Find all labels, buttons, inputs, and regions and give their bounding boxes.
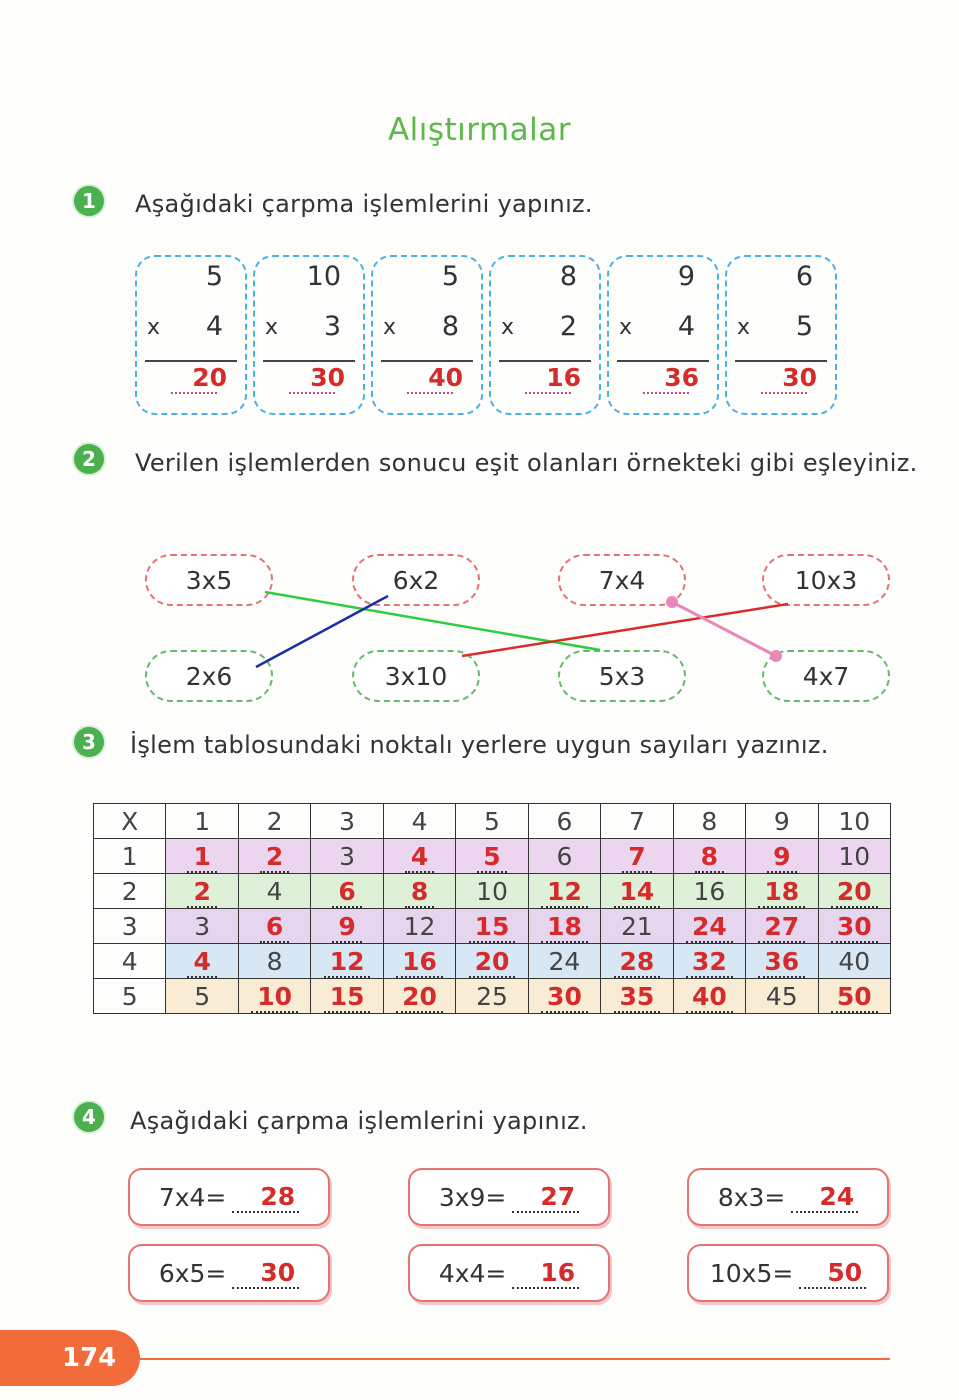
- answer[interactable]: 27: [512, 1182, 579, 1213]
- answer-value: 14: [614, 877, 661, 908]
- answer-cell[interactable]: [673, 944, 745, 979]
- pill-bottom-4[interactable]: 4x7: [762, 650, 890, 702]
- given-cell: 25: [456, 979, 528, 1014]
- table-corner: X: [94, 804, 166, 839]
- question-1-badge: 1: [74, 186, 104, 216]
- equation-box-3: [687, 1168, 889, 1226]
- question-2-text: Verilen işlemlerden sonucu eşit olanları örnekteki gibi eşleyiniz.: [135, 449, 918, 477]
- answer-value: 27: [758, 912, 805, 943]
- pill-bottom-2[interactable]: 3x10: [352, 650, 480, 702]
- answer-value: 1: [187, 842, 216, 873]
- answer-value: 6: [260, 912, 289, 943]
- given-cell: 10: [818, 839, 890, 874]
- answer-cell[interactable]: [528, 909, 600, 944]
- answer-value: 12: [324, 947, 371, 978]
- answer-value: 30: [831, 912, 878, 943]
- expression: 3x9=: [438, 1182, 507, 1212]
- pill-top-3[interactable]: 7x4: [558, 554, 686, 606]
- bottom-number: 4: [677, 311, 695, 342]
- expression: 6x5=: [158, 1258, 227, 1288]
- bottom-number: 2: [559, 311, 577, 342]
- answer-cell[interactable]: [746, 909, 818, 944]
- answer-value: 8: [405, 877, 434, 908]
- multiply-sign: x: [619, 315, 633, 340]
- answer-value: 18: [758, 877, 805, 908]
- multiply-sign: x: [383, 315, 397, 340]
- answer-cell[interactable]: [166, 874, 238, 909]
- pill-top-1[interactable]: 3x5: [145, 554, 273, 606]
- given-cell: 6: [528, 839, 600, 874]
- pill-bottom-1[interactable]: 2x6: [145, 650, 273, 702]
- pink-dot-bottom: [770, 650, 782, 662]
- header-cell: 10: [818, 804, 890, 839]
- answer-value: 5: [477, 842, 506, 873]
- bottom-number: 4: [205, 311, 223, 342]
- answer-value: 32: [686, 947, 733, 978]
- table-row: [94, 839, 891, 874]
- answer-cell[interactable]: [456, 944, 528, 979]
- answer-cell[interactable]: [383, 944, 455, 979]
- given-cell: 10: [456, 874, 528, 909]
- answer-value: 15: [324, 982, 371, 1013]
- given-cell: 4: [238, 874, 310, 909]
- given-cell: 3: [166, 909, 238, 944]
- page-title: Alıştırmalar: [387, 112, 572, 148]
- answer-cell[interactable]: [746, 874, 818, 909]
- top-number: 10: [306, 261, 341, 292]
- answer-value: 4: [405, 842, 434, 873]
- answer[interactable]: 16: [546, 363, 581, 392]
- answer-cell[interactable]: [818, 909, 890, 944]
- answer[interactable]: 20: [192, 363, 227, 392]
- match-line-10x3-3x10: [462, 604, 788, 656]
- bottom-number: 3: [323, 311, 341, 342]
- pill-top-4[interactable]: 10x3: [762, 554, 890, 606]
- given-cell: 16: [673, 874, 745, 909]
- top-number: 5: [441, 261, 459, 292]
- answer-cell[interactable]: [673, 839, 745, 874]
- answer-value: 15: [469, 912, 516, 943]
- answer-cell[interactable]: [456, 839, 528, 874]
- answer-value: 18: [541, 912, 588, 943]
- answer-cell[interactable]: [166, 944, 238, 979]
- answer-value: 24: [686, 912, 733, 943]
- expression: 8x3=: [717, 1182, 786, 1212]
- answer-value: 20: [396, 982, 443, 1013]
- answer-cell[interactable]: [456, 909, 528, 944]
- answer-cell[interactable]: [673, 979, 745, 1014]
- answer-cell[interactable]: [238, 909, 310, 944]
- row-label: 3: [94, 909, 166, 944]
- answer-cell[interactable]: [746, 839, 818, 874]
- answer-value: 9: [767, 842, 796, 873]
- top-number: 9: [677, 261, 695, 292]
- match-line-6x2-2x6: [256, 596, 388, 667]
- answer-cell[interactable]: [818, 874, 890, 909]
- answer-value: 40: [686, 982, 733, 1013]
- multiply-sign: x: [147, 315, 161, 340]
- answer-cell[interactable]: [746, 944, 818, 979]
- answer-cell[interactable]: [311, 944, 383, 979]
- answer-value: 28: [614, 947, 661, 978]
- multiply-sign: x: [265, 315, 279, 340]
- answer[interactable]: 50: [799, 1258, 866, 1289]
- header-cell: 1: [166, 804, 238, 839]
- header-cell: 4: [383, 804, 455, 839]
- answer[interactable]: 36: [664, 363, 699, 392]
- top-number: 8: [559, 261, 577, 292]
- answer-cell[interactable]: [601, 979, 673, 1014]
- answer-value: 20: [469, 947, 516, 978]
- answer-value: 36: [758, 947, 805, 978]
- page-number: 174: [0, 1330, 140, 1386]
- answer-value: 9: [332, 912, 361, 943]
- header-cell: 6: [528, 804, 600, 839]
- header-cell: 2: [238, 804, 310, 839]
- expression: 4x4=: [438, 1258, 507, 1288]
- given-cell: 5: [166, 979, 238, 1014]
- header-cell: 5: [456, 804, 528, 839]
- answer-value: 35: [614, 982, 661, 1013]
- top-number: 6: [795, 261, 813, 292]
- answer-cell[interactable]: [383, 979, 455, 1014]
- answer-cell[interactable]: [238, 979, 310, 1014]
- answer-value: 50: [831, 982, 878, 1013]
- match-line-7x4-4x7: [672, 602, 776, 656]
- answer-cell[interactable]: [673, 909, 745, 944]
- given-cell: 12: [383, 909, 455, 944]
- answer[interactable]: 30: [232, 1258, 299, 1289]
- bottom-number: 8: [441, 311, 459, 342]
- row-label: 2: [94, 874, 166, 909]
- given-cell: 40: [818, 944, 890, 979]
- question-4-badge: 4: [74, 1102, 104, 1132]
- table-row: [94, 874, 891, 909]
- answer-value: 8: [695, 842, 724, 873]
- question-3-text: İşlem tablosundaki noktalı yerlere uygun sayıları yazınız.: [130, 731, 829, 759]
- multiply-sign: x: [737, 315, 751, 340]
- answer-value: 16: [396, 947, 443, 978]
- equation-box-4: [128, 1244, 330, 1302]
- expression: 10x5=: [709, 1258, 794, 1288]
- footer-line: [140, 1358, 890, 1360]
- table-header-row: [94, 804, 891, 839]
- given-cell: 8: [238, 944, 310, 979]
- question-3-badge: 3: [74, 727, 104, 757]
- answer-cell[interactable]: [601, 944, 673, 979]
- answer-value: 10: [251, 982, 298, 1013]
- question-2-badge: 2: [74, 444, 104, 474]
- bottom-number: 5: [795, 311, 813, 342]
- answer-value: 4: [187, 947, 216, 978]
- answer-cell[interactable]: [311, 874, 383, 909]
- row-label: 4: [94, 944, 166, 979]
- header-cell: 8: [673, 804, 745, 839]
- answer[interactable]: 24: [791, 1182, 858, 1213]
- answer-cell[interactable]: [818, 979, 890, 1014]
- equation-box-6: [687, 1244, 889, 1302]
- answer-cell[interactable]: [383, 839, 455, 874]
- expression: 7x4=: [158, 1182, 227, 1212]
- answer[interactable]: 28: [232, 1182, 299, 1213]
- table-row: [94, 944, 891, 979]
- answer-cell[interactable]: [311, 909, 383, 944]
- answer-value: 2: [187, 877, 216, 908]
- answer-value: 30: [541, 982, 588, 1013]
- given-cell: 45: [746, 979, 818, 1014]
- equation-box-1: [128, 1168, 330, 1226]
- question-1-text: Aşağıdaki çarpma işlemlerini yapınız.: [135, 190, 593, 218]
- given-cell: 24: [528, 944, 600, 979]
- question-4-text: Aşağıdaki çarpma işlemlerini yapınız.: [130, 1107, 588, 1135]
- row-label: 1: [94, 839, 166, 874]
- answer-cell[interactable]: [238, 839, 310, 874]
- answer-cell[interactable]: [166, 839, 238, 874]
- answer[interactable]: 30: [310, 363, 345, 392]
- answer-value: 7: [622, 842, 651, 873]
- answer[interactable]: 16: [512, 1258, 579, 1289]
- answer-cell[interactable]: [528, 979, 600, 1014]
- table-row: [94, 909, 891, 944]
- answer[interactable]: 40: [428, 363, 463, 392]
- header-cell: 9: [746, 804, 818, 839]
- answer-value: 2: [260, 842, 289, 873]
- equation-box-2: [408, 1168, 610, 1226]
- table-row: [94, 979, 891, 1014]
- row-label: 5: [94, 979, 166, 1014]
- answer-value: 12: [541, 877, 588, 908]
- answer-cell[interactable]: [383, 874, 455, 909]
- answer[interactable]: 30: [782, 363, 817, 392]
- answer-cell[interactable]: [601, 874, 673, 909]
- answer-value: 6: [332, 877, 361, 908]
- multiply-sign: x: [501, 315, 515, 340]
- header-cell: 3: [311, 804, 383, 839]
- pink-dot-top: [666, 596, 678, 608]
- answer-cell[interactable]: [311, 979, 383, 1014]
- header-cell: 7: [601, 804, 673, 839]
- given-cell: 3: [311, 839, 383, 874]
- multiplication-table: [93, 803, 891, 1014]
- top-number: 5: [205, 261, 223, 292]
- pill-top-2[interactable]: 6x2: [352, 554, 480, 606]
- given-cell: 21: [601, 909, 673, 944]
- answer-cell[interactable]: [601, 839, 673, 874]
- equation-box-5: [408, 1244, 610, 1302]
- pill-bottom-3[interactable]: 5x3: [558, 650, 686, 702]
- answer-value: 20: [831, 877, 878, 908]
- answer-cell[interactable]: [528, 874, 600, 909]
